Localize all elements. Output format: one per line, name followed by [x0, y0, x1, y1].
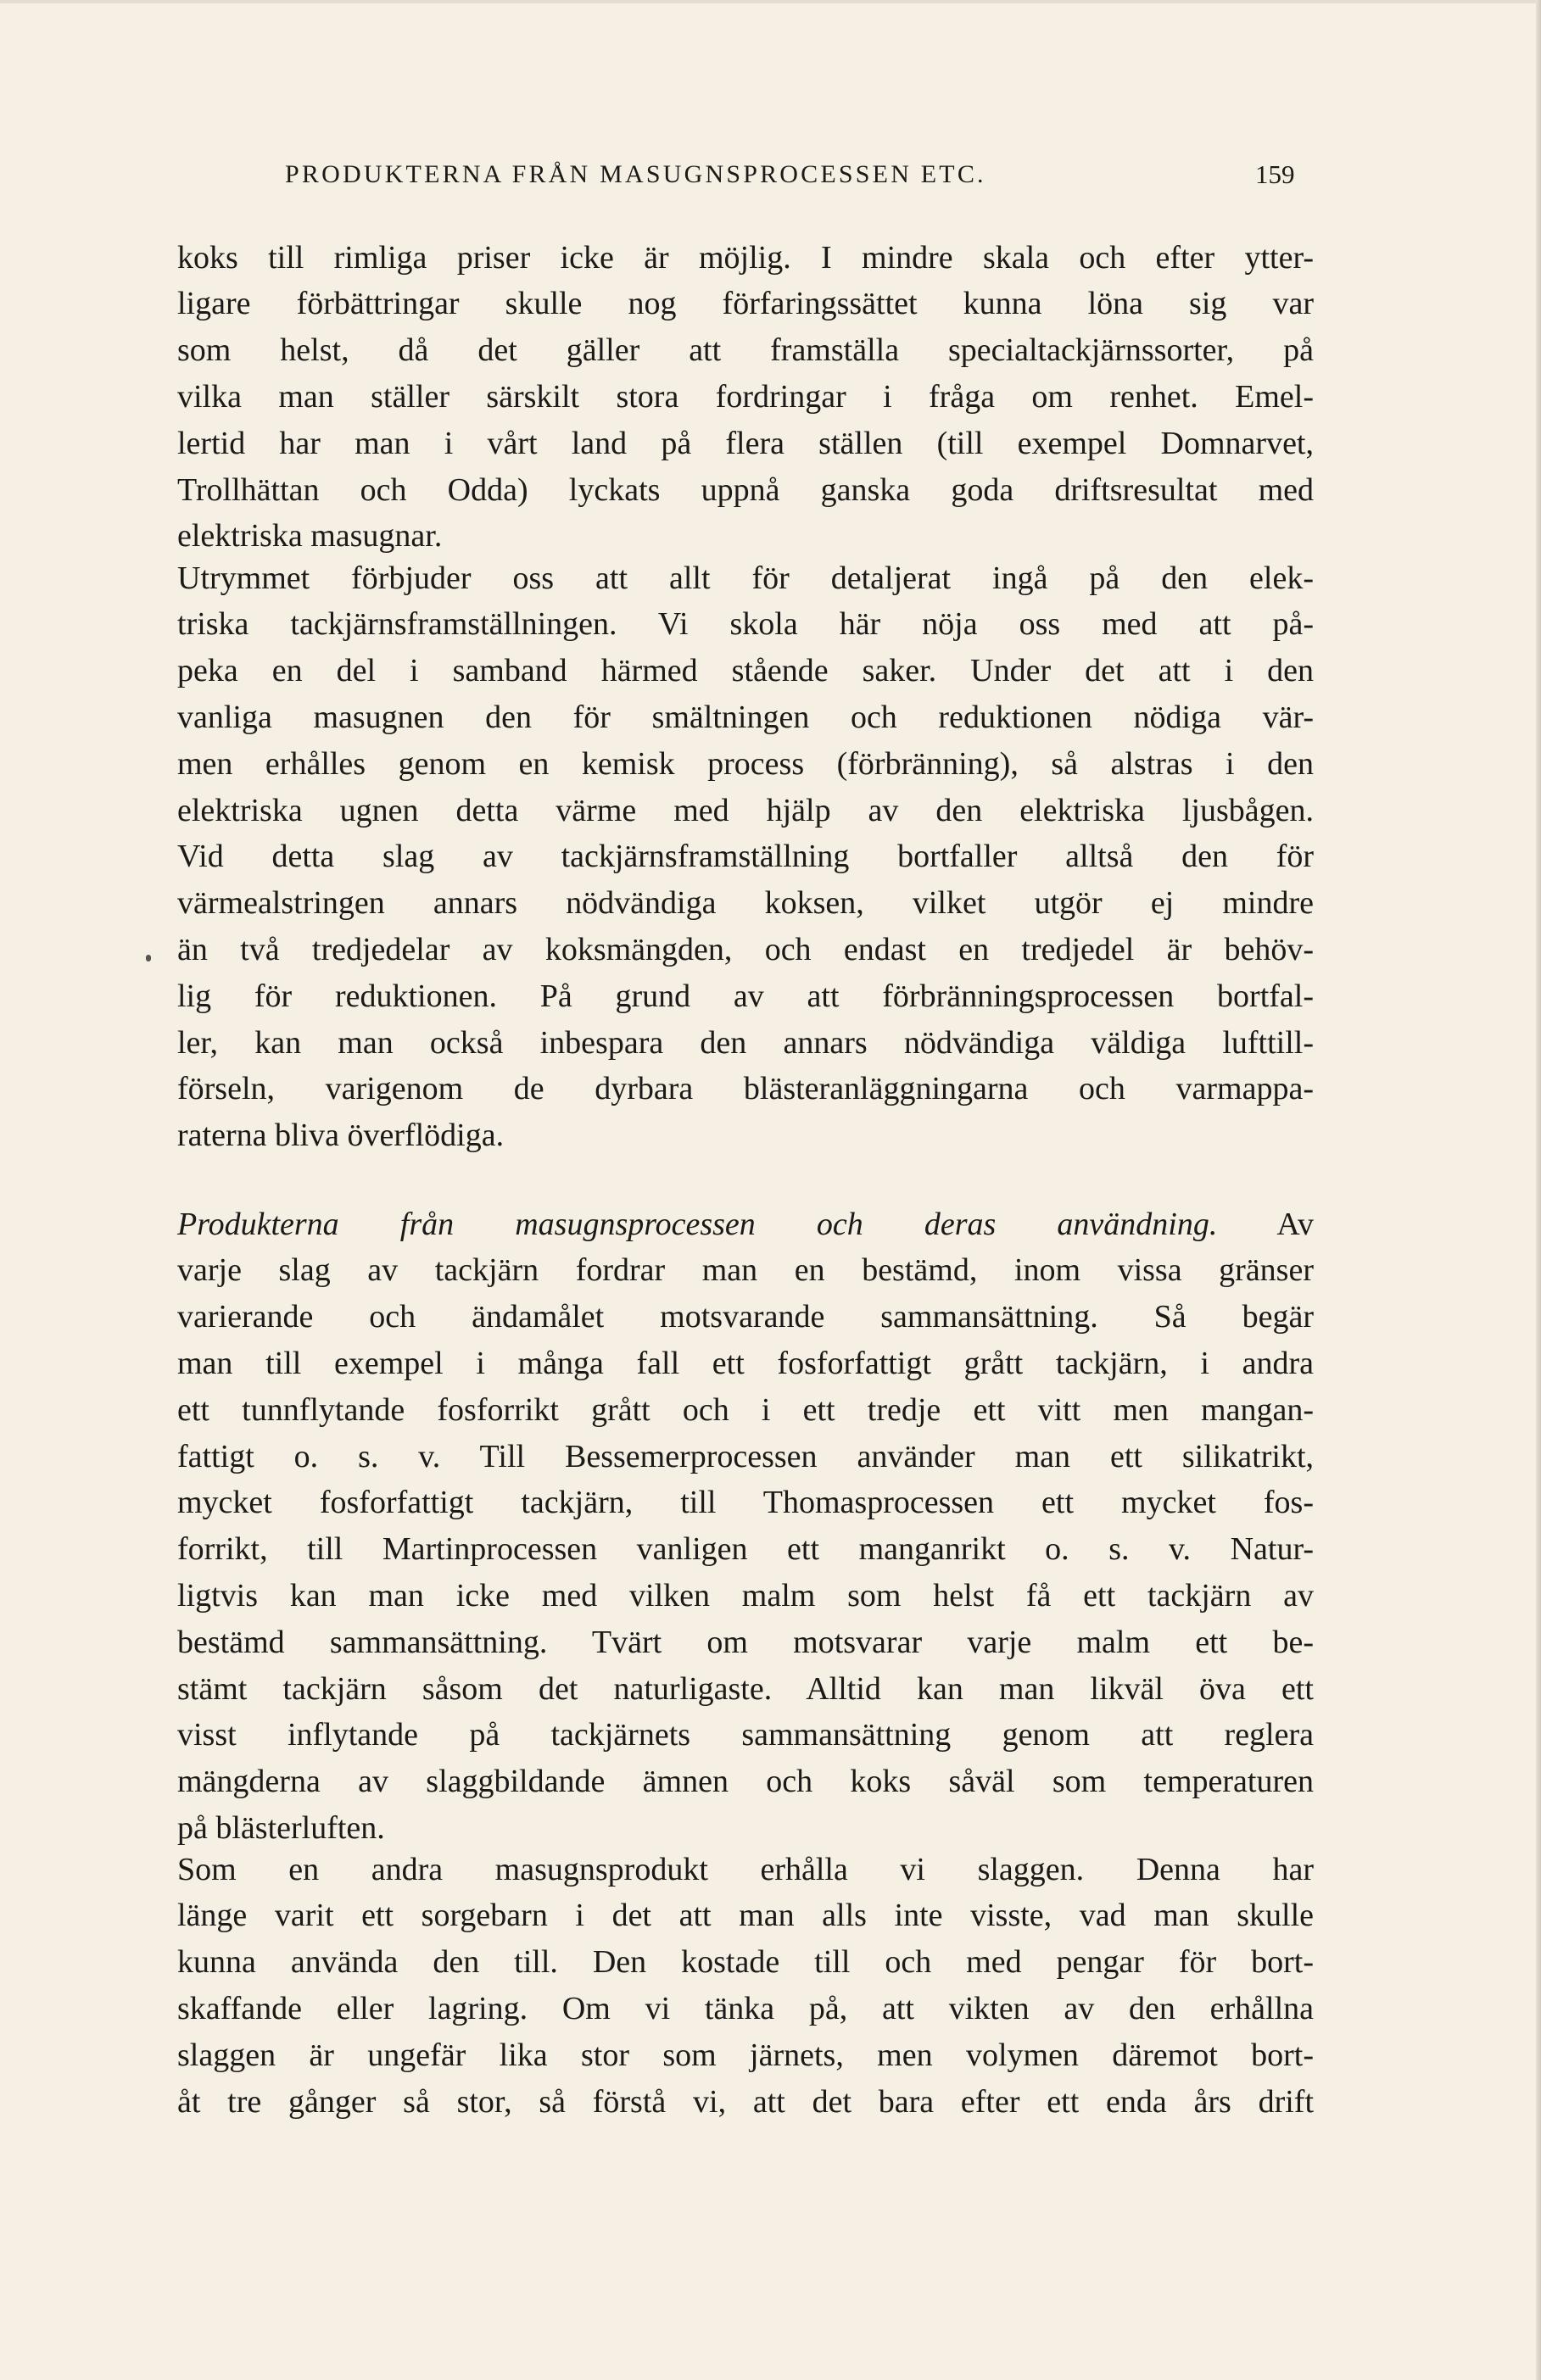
- text-line: vanliga masugnen den för smältningen och reduktionen nödiga vär-: [177, 699, 1314, 735]
- text-line: peka en del i samband härmed stående saker. Under det att i den: [177, 653, 1314, 689]
- text-line: raterna bliva överflödiga.: [177, 1118, 505, 1154]
- text-line: visst inflytande på tackjärnets sammansättning genom att reglera: [177, 1717, 1314, 1753]
- text-line: skaffande eller lagring. Om vi tänka på, att vikten av den erhållna: [177, 1990, 1314, 2026]
- text-line: elektriska ugnen detta värme med hjälp av den elektriska ljusbågen.: [177, 792, 1314, 828]
- text-line: [177, 1201, 1314, 1248]
- text-line: Trollhättan och Odda) lyckats uppnå ganska goda driftsresultat med: [177, 471, 1314, 508]
- text-line: elektriska masugnar.: [177, 518, 443, 555]
- text-line: lertid har man i vårt land på flera ställen (till exempel Domnarvet,: [177, 425, 1314, 461]
- text-line: länge varit ett sorgebarn i det att man alls inte visste, vad man skulle: [177, 1898, 1314, 1934]
- text-line: mycket fosforfattigt tackjärn, till Thomasprocessen ett mycket fos-: [177, 1485, 1314, 1521]
- page-right-edge: [1536, 0, 1541, 2380]
- text-line: men erhålles genom en kemisk process (förbränning), så alstras i den: [177, 745, 1314, 782]
- text-line: varje slag av tackjärn fordrar man en bestämd, inom vissa gränser: [177, 1252, 1314, 1289]
- text-line: ler, kan man också inbespara den annars nödvändiga väldiga lufttill-: [177, 1024, 1314, 1061]
- text-line: bestämd sammansättning. Tvärt om motsvarar varje malm ett be-: [177, 1624, 1314, 1660]
- running-header: PRODUKTERNA FRÅN MASUGNSPROCESSEN ETC.: [285, 160, 986, 188]
- margin-speck: [146, 955, 151, 961]
- text-line: ligtvis kan man icke med vilken malm som helst få ett tackjärn av: [177, 1577, 1314, 1614]
- text-line: varierande och ändamålet motsvarande sammansättning. Så begär: [177, 1299, 1314, 1335]
- text-line: värmealstringen annars nödvändiga koksen, vilket utgör ej mindre: [177, 885, 1314, 922]
- page-top-edge: [0, 0, 1541, 3]
- text-line: triska tackjärnsframställningen. Vi skola här nöja oss med att på-: [177, 606, 1314, 643]
- text-line: ligare förbättringar skulle nog förfaringssättet kunna löna sig var: [177, 286, 1314, 322]
- text-line: kunna använda den till. Den kostade till och med pengar för bort-: [177, 1944, 1314, 1981]
- text-line: man till exempel i många fall ett fosforfattigt grått tackjärn, i andra: [177, 1345, 1314, 1381]
- text-line: Utrymmet förbjuder oss att allt för detaljerat ingå på den elek-: [177, 560, 1314, 596]
- text-line: forrikt, till Martinprocessen vanligen ett manganrikt o. s. v. Natur-: [177, 1531, 1314, 1568]
- text-line: än två tredjedelar av koksmängden, och endast en tredjedel är behöv-: [177, 931, 1314, 967]
- text-line: lig för reduktionen. På grund av att förbränningsprocessen bortfal-: [177, 978, 1314, 1014]
- text-line: förseln, varigenom de dyrbara blästeranläggningarna och varmappa-: [177, 1071, 1314, 1107]
- text-line: Vid detta slag av tackjärnsframställning bortfaller alltså den för: [177, 839, 1314, 875]
- text-line: åt tre gånger så stor, så förstå vi, att det bara efter ett enda års drift: [177, 2083, 1314, 2120]
- text-line: fattigt o. s. v. Till Bessemerprocessen använder man ett silikatrikt,: [177, 1438, 1314, 1474]
- text-line: stämt tackjärn såsom det naturligaste. Alltid kan man likväl öva ett: [177, 1670, 1314, 1707]
- text-line: vilka man ställer särskilt stora fordringar i fråga om renhet. Emel-: [177, 378, 1314, 415]
- text-line: mängderna av slaggbildande ämnen och koks såväl som temperaturen: [177, 1764, 1314, 1800]
- heading-tail: Av: [1276, 1206, 1314, 1242]
- text-line: på blästerluften.: [177, 1809, 385, 1846]
- text-line: ett tunnflytande fosforrikt grått och i ett tredje ett vitt men mangan-: [177, 1391, 1314, 1428]
- text-line: Som en andra masugnsprodukt erhålla vi slaggen. Denna har: [177, 1851, 1314, 1887]
- text-line: som helst, då det gäller att framställa specialtackjärnssorter, på: [177, 332, 1314, 369]
- section-heading: Produkterna från masugnsprocessen och deras användning.: [177, 1206, 1218, 1242]
- text-line: koks till rimliga priser icke är möjlig. I mindre skala och efter ytter-: [177, 239, 1314, 276]
- page-number: 159: [1255, 159, 1295, 189]
- text-line: slaggen är ungefär lika stor som järnets, men volymen däremot bort-: [177, 2037, 1314, 2073]
